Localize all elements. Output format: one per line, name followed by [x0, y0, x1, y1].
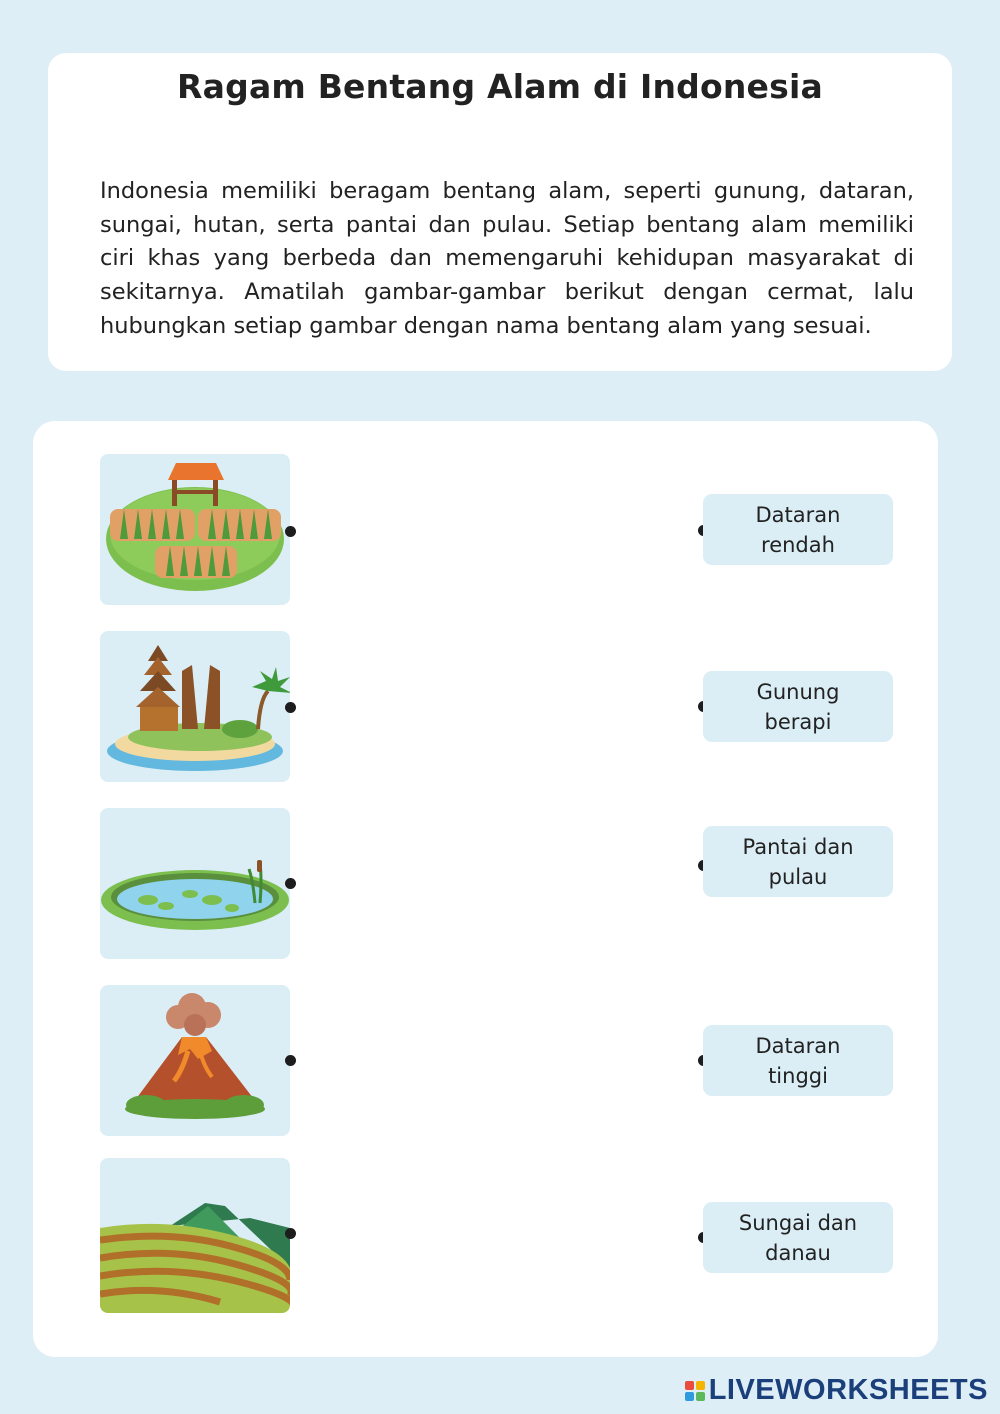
terraced-mountain-icon: [100, 1158, 290, 1313]
brand-name: LIVEWORKSHEETS: [708, 1374, 988, 1406]
liveworksheets-logo: [685, 1374, 988, 1407]
logo-grid-icon: [685, 1381, 705, 1401]
answer-label-text: Dataran rendah: [755, 502, 841, 557]
answer-label-5[interactable]: [703, 1202, 893, 1273]
picture-1-connector-dot[interactable]: [285, 526, 296, 537]
answer-label-4[interactable]: [703, 1025, 893, 1096]
answer-label-2[interactable]: [703, 671, 893, 742]
answer-label-3[interactable]: [703, 826, 893, 897]
volcano-icon: [100, 985, 290, 1136]
worksheet-instructions: Indonesia memiliki beragam bentang alam, seperti gunung, dataran, sungai, hutan, serta pantai dan pulau. Setiap bentang alam memiliki ciri khas yang berbeda dan memengaruhi kehidupan masyarakat di sekitarnya. Amatilah gambar-gambar berikut dengan cermat, lalu hubungkan setiap gambar dengan nama bentang alam yang sesuai.: [100, 178, 914, 339]
picture-2-connector-dot[interactable]: [285, 702, 296, 713]
lake-icon: [100, 808, 290, 959]
answer-label-text: Sungai dan danau: [738, 1210, 858, 1265]
picture-tile-2: [100, 631, 290, 782]
answer-label-text: Dataran tinggi: [755, 1033, 841, 1088]
intro-card: [48, 53, 952, 371]
picture-tile-5: [100, 1158, 290, 1313]
island-temple-icon: [100, 631, 290, 782]
answer-label-1[interactable]: [703, 494, 893, 565]
picture-3-connector-dot[interactable]: [285, 878, 296, 889]
picture-tile-4: [100, 985, 290, 1136]
rice-field-hut-icon: [100, 454, 290, 605]
worksheet-title: Ragam Bentang Alam di Indonesia: [177, 67, 823, 106]
picture-5-connector-dot[interactable]: [285, 1228, 296, 1239]
picture-tile-3: [100, 808, 290, 959]
picture-4-connector-dot[interactable]: [285, 1055, 296, 1066]
answer-label-text: Pantai dan pulau: [742, 834, 854, 889]
picture-tile-1: [100, 454, 290, 605]
answer-label-text: Gunung berapi: [756, 679, 840, 734]
